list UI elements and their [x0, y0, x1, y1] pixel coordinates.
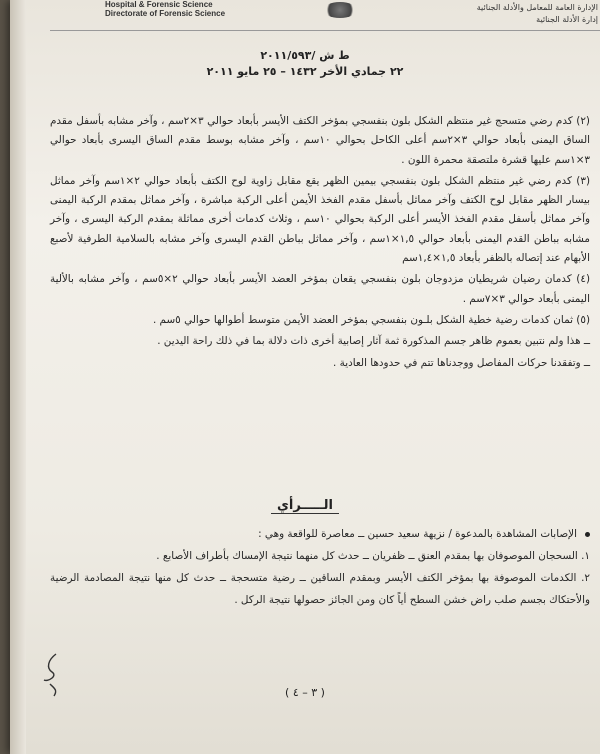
note-joints-normal: ــ وتفقدنا حركات المفاصل ووجدناها تتم في حدودها العادية .: [333, 356, 590, 369]
opinion-section: [50, 523, 590, 611]
letterhead-arabic-line2: إدارة الأدلة الجنائية: [536, 15, 598, 24]
page-edge: [10, 0, 26, 754]
letterhead: [40, 0, 600, 34]
letterhead-arabic: [448, 2, 598, 26]
opinion-item-2: ٢. الكدمات الموصوفة بها بمؤخر الكتف الأيسر وبمقدم الساقين ــ رضية متسحجة ــ حدث كل منها نتيجة المصادمة الرضية والأحتكاك بجسم صلب راض خشن السطح أياً كان ومن الجائز حصولها نتيجة الركل .: [50, 572, 590, 606]
findings-section: [50, 112, 590, 375]
bullet-icon: [585, 532, 590, 537]
reference-block: [10, 48, 600, 80]
letterhead-english-line2: Directorate of Forensic Science: [105, 9, 226, 18]
letterhead-divider: [50, 30, 600, 31]
letterhead-english: [105, 0, 255, 18]
reference-date: ٢٢ جمادي الأخر ١٤٣٢ – ٢٥ مايو ٢٠١١: [206, 65, 404, 78]
opinion-intro-text: الإصابات المشاهدة بالمدعوة / نزيهة سعيد حسين ــ معاصرة للواقعة وهي :: [258, 528, 577, 540]
letterhead-english-line1: Hospital & Forensic Science: [105, 0, 213, 9]
finding-3: (٣) كدم رضي غير منتظم الشكل بلون بنفسجي بيمين الظهر يقع مقابل زاوية لوح الكتف بأبعاد حوالي ٢×١سم وآخر مماثل بيسار الظهر مقابل لوح الكتف وآخر مماثل بأسفل مقدم الفخذ الأيمن أعلى الركبة مباشرة ، وآخر مماثل بمقدم الركبة اليمنى وآخر مماثل بأسفل مقدم الفخذ الأيسر أعلى الركبة بحوالي ١٠سم ، وثلاث كدمات أخرى مماثلة بمقدم الركبة اليسرى ، وآخر مشابه بباطن القدم اليمنى بأبعاد حوالي ١,٥×١سم ، وآخر مماثل بباطن القدم اليسرى وآخر مشابه بالسلامية الطرفية لأصبع الأبهام عند إتصاله بالظفر بأبعاد ١,٥×١,٤سم: [50, 174, 590, 265]
letterhead-arabic-line1: الإدارة العامة للمعامل والأدلة الجنائية: [476, 3, 598, 12]
opinion-heading-text: الـــــرأي: [271, 498, 339, 514]
finding-4: (٤) كدمان رضيان شريطيان مزدوجان بلون بنفسجي يقعان بمؤخر العضد الأيسر بأبعاد حوالي ٢×٥سم ، وآخر مشابه بالألية اليمنى بأبعاد حوالي ٣×٧سم .: [50, 273, 590, 305]
reference-number: ط ش /٢٠١١/٥٩٣: [260, 49, 350, 62]
note-no-other-injuries: ــ هذا ولم نتبين بعموم ظاهر جسم المذكورة ثمة آثار إصابية أخرى ذات دلالة بما في ذلك راحة اليدين .: [157, 335, 590, 348]
page-number: ( ٣ – ٤ ): [285, 686, 325, 699]
emblem-icon: [323, 2, 357, 18]
finding-5: (٥) ثمان كدمات رضية خطية الشكل بلـون بنفسجي بمؤخر العضد الأيمن متوسط أطوالها حوالي ٥سم .: [152, 313, 590, 326]
opinion-intro: [50, 523, 590, 545]
finding-2: (٢) كدم رضي متسحج غير منتظم الشكل بلون بنفسجي بمؤخر الكتف الأيسر بأبعاد حوالي ٣×٢سم ، وآخر مشابه بأسفل مقدم الساق اليمنى بأبعاد حوالي ٣×٢سم أعلى الكاحل بحوالي ١٠سم ، وآخر مشابه بوسط مقدم الساق اليسرى بأبعاد حوالي ٣×١سم عليها قشرة ملتصقة محمرة اللون .: [50, 115, 591, 166]
opinion-item-1: ١. السحجان الموصوفان بها بمقدم العنق ــ ظفريان ــ حدث كل منهما نتيجة الإمساك بأطراف الأصابع .: [156, 550, 590, 562]
document-page: [10, 0, 600, 754]
opinion-heading: [10, 498, 600, 513]
